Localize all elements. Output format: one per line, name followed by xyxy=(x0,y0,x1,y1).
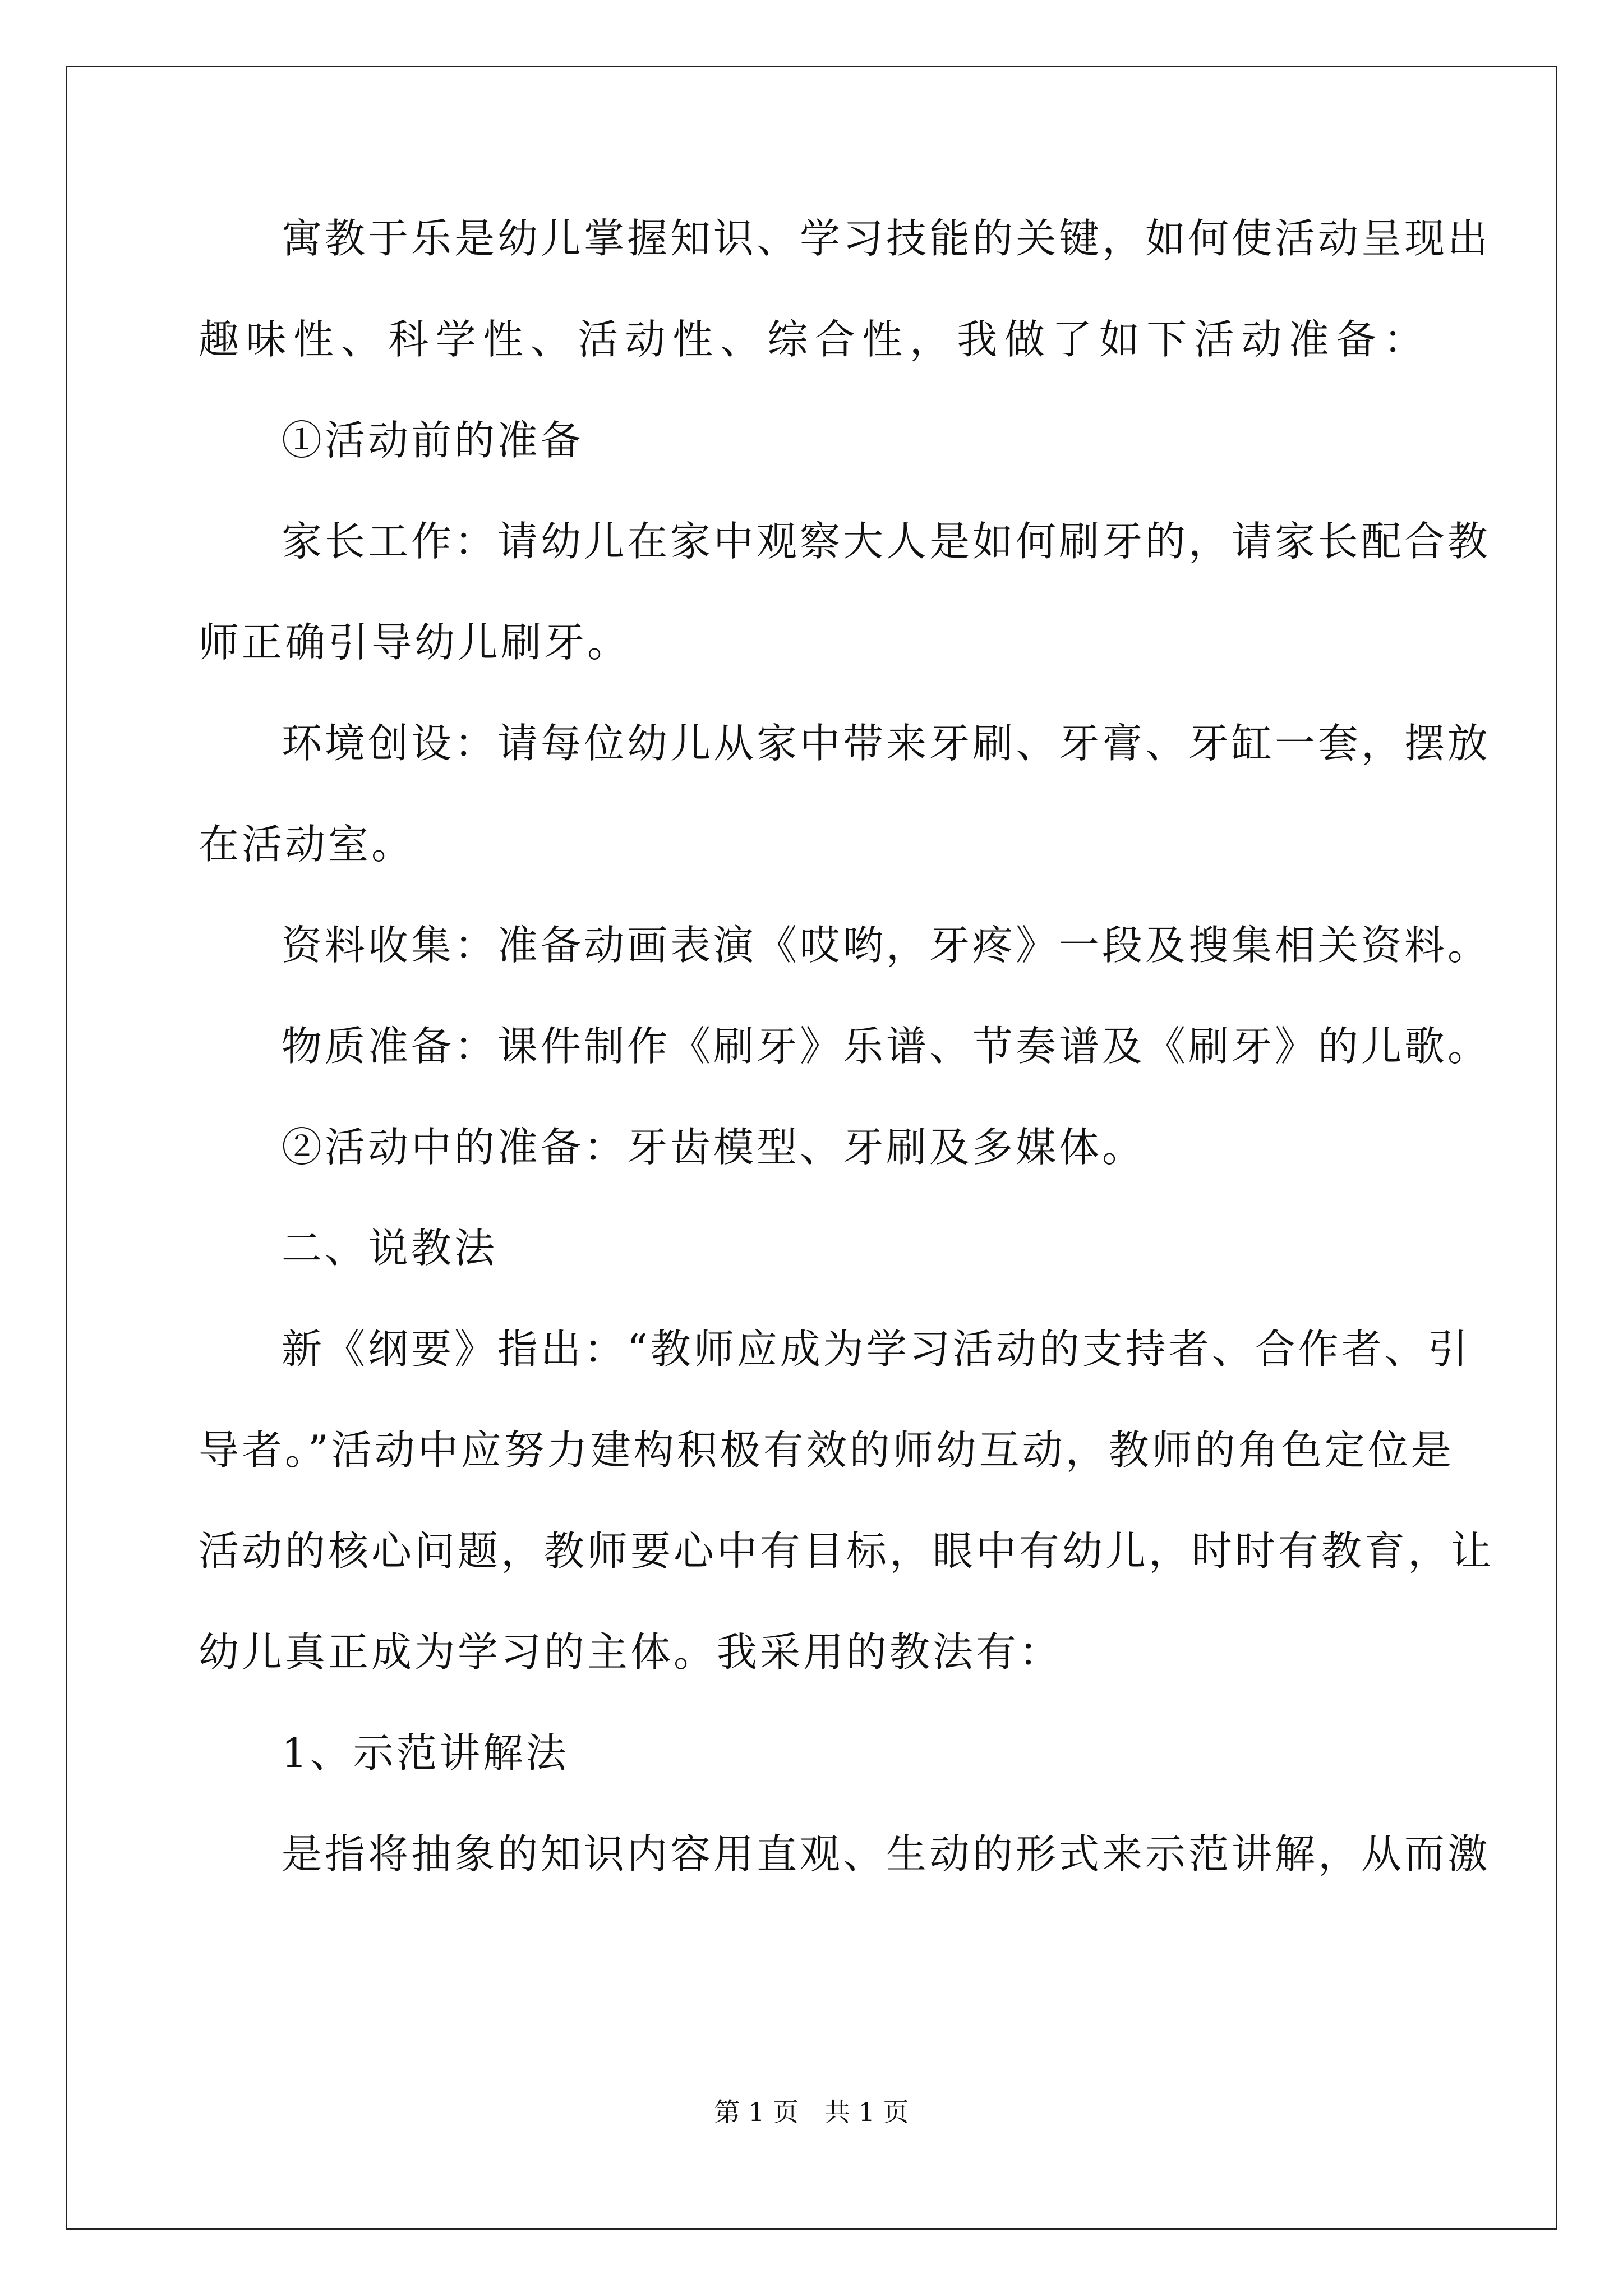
paragraph-line: 导者。”活动中应努力建构积极有效的师幼互动，教师的角色定位是 xyxy=(199,1427,1454,1474)
paragraph-line: 师正确引导幼儿刷牙。 xyxy=(199,619,631,666)
paragraph-line: 新《纲要》指出：“教师应成为学习活动的支持者、合作者、引 xyxy=(282,1326,1471,1373)
paragraph-line: 幼儿真正成为学习的主体。我采用的教法有： xyxy=(199,1628,1063,1676)
section-heading: ①活动前的准备 xyxy=(282,417,584,464)
paragraph-line: 物质准备：课件制作《刷牙》乐谱、节奏谱及《刷牙》的儿歌。 xyxy=(282,1023,1491,1070)
paragraph-line: 在活动室。 xyxy=(199,821,415,868)
section-heading: 二、说教法 xyxy=(282,1225,498,1272)
paragraph-line: ②活动中的准备：牙齿模型、牙刷及多媒体。 xyxy=(282,1124,1146,1171)
section-heading: 1、示范讲解法 xyxy=(282,1729,569,1777)
paragraph-line: 家长工作：请幼儿在家中观察大人是如何刷牙的，请家长配合教 xyxy=(282,518,1491,565)
paragraph-line: 是指将抽象的知识内容用直观、生动的形式来示范讲解，从而激 xyxy=(282,1830,1491,1878)
paragraph-line: 环境创设：请每位幼儿从家中带来牙刷、牙膏、牙缸一套，摆放 xyxy=(282,720,1491,767)
paragraph-line: 资料收集：准备动画表演《哎哟，牙疼》一段及搜集相关资料。 xyxy=(282,922,1491,969)
paragraph-line: 寓教于乐是幼儿掌握知识、学习技能的关键，如何使活动呈现出 xyxy=(282,215,1491,262)
paragraph-line: 活动的核心问题，教师要心中有目标，眼中有幼儿，时时有教育，让 xyxy=(199,1527,1495,1575)
page-footer: 第 1 页 共 1 页 xyxy=(714,2097,909,2127)
paragraph-line: 趣味性、科学性、活动性、综合性，我做了如下活动准备： xyxy=(199,316,1427,363)
